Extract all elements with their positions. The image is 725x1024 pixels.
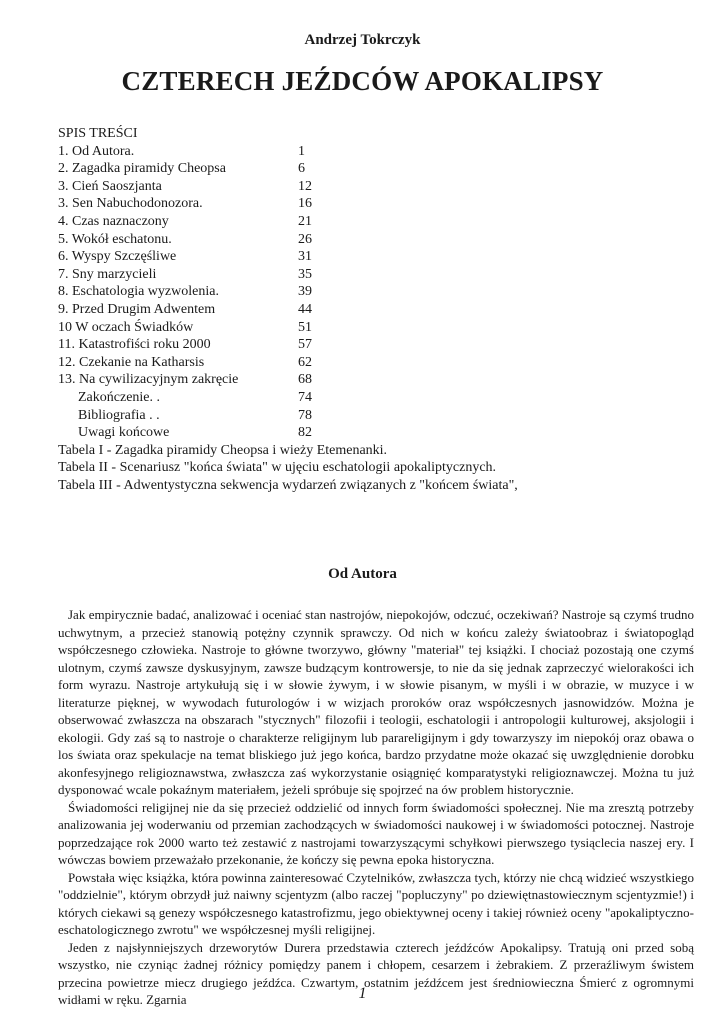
toc-entry-page: 16 — [298, 196, 312, 212]
page-number: 1 — [358, 985, 367, 1002]
toc-entry — [58, 178, 518, 196]
paragraph: Jeden z najsłynniejszych drzeworytów Durera przedstawia czterech jeźdźców Apokalipsy. Tratują oni przed sobą wszystko, nie czyniąc żadnej różnicy pomiędzy panem i chłopem, cesarzem i żebrakiem. Z przeraźliwym świstem przecina powietrze miecz drugiego jeźdźca. Czwartym, ostatnim jeźdźcem jest średniowieczna Śmierć z ogromnymi widłami w ręku. Zgarnia — [58, 939, 694, 1007]
body-text — [58, 606, 694, 1009]
toc-entry-label: 9. Przed Drugim Adwentem — [58, 301, 216, 317]
toc-entry-page: 82 — [298, 425, 312, 441]
toc-table-entry: Tabela III - Adwentystyczna sekwencja wydarzeń związanych z "końcem świata", — [58, 477, 518, 493]
toc-entry — [58, 424, 518, 442]
toc-entry-label: 12. Czekanie na Katharsis — [58, 354, 205, 370]
toc-entry-page: 1 — [298, 143, 305, 159]
toc-entry — [58, 213, 518, 231]
toc-entry-page: 74 — [298, 389, 312, 405]
toc-entry-page: 68 — [298, 372, 312, 388]
toc-entry-label: 8. Eschatologia wyzwolenia. — [58, 284, 219, 300]
toc-entry — [58, 195, 518, 213]
toc-entry-label: Bibliografia . . — [78, 407, 160, 423]
toc-entry-label: Uwagi końcowe — [78, 425, 170, 441]
toc-entry-page: 12 — [298, 178, 312, 194]
toc-heading: SPIS TREŚCI — [58, 126, 138, 141]
toc-entry — [58, 407, 518, 425]
paragraph: Jak empirycznie badać, analizować i oceniać stan nastrojów, niepokojów, odczuć, oczekiwań? Nastroje są czymś trudno uchwytnym, a przecież stanowią potężny czynnik sprawczy. Od nich w końcu zależy światoobraz i światopogląd współczesnego człowieka. Nastroje to główne tworzywo, główny "materiał" tej książki. I chociaż pozostają one czymś ulotnym, czymś zawsze dyskusyjnym, zawsze budzącym kontrowersje, to nie da się jednak zaprzeczyć wielorakości ich form wyrazu. Nastroje artykułują się i w słowie żywym, i w słowie pisanym, w myśli i w obrazie, w muzyce i w literaturze pięknej, w wywodach futurologów i w wizjach proroków oraz współczesnych jasnowidzów. Można je obserwować zwłaszcza na obszarach "stycznych" filozofii i teologii, eschatologii i antropologii kulturowej, aksjologii i ekologii. Gdy zaś są to nastroje o charakterze religijnym lub parareligijnym i gdy towarzyszy im niepokój oraz obawa o los świata oraz spekulacje na temat bliskiego już jego końca, bardzo przydatne może okazać się uwzględnienie dorobku akonfesyjnego religioznawstwa, zwłaszcza zaś wykorzystanie osiągnięć komparatystyki religioznawczej. Można tu już dysponować wcale pokaźnym materiałem, jeżeli spróbuje się spojrzeć na ów problem historycznie. — [58, 607, 694, 797]
toc-entry-page: 62 — [298, 354, 312, 370]
toc-entry-label: 3. Cień Saoszjanta — [58, 178, 162, 194]
section-title: Od Autora — [328, 566, 397, 582]
toc-entry — [58, 336, 518, 354]
toc-entry — [58, 371, 518, 389]
toc-entry — [58, 248, 518, 266]
toc-entry-label: 7. Sny marzycieli — [58, 266, 157, 282]
paragraph: Świadomości religijnej nie da się przecież oddzielić od innych form świadomości społecznej. Nie ma zresztą potrzeby analizowania jej woderwaniu od przemian zachodzących w świadomości naukowej i w świadomości potocznej. Nastroje poprzedzające rok 2000 warto też zestawić z nastrojami towarzyszącymi schyłkowi pierwszego tysiąclecia naszej ery. I wówczas bowiem przeważało przekonanie, że kończy się pewna epoka historyczna. — [58, 799, 694, 867]
toc-entry-page: 26 — [298, 231, 312, 247]
toc-entry-page: 21 — [298, 213, 312, 229]
toc-entry-label: 1. Od Autora. — [58, 143, 135, 159]
toc-entry — [58, 354, 518, 372]
toc-entry-page: 44 — [298, 301, 312, 317]
toc-entry-label: 6. Wyspy Szczęśliwe — [58, 249, 177, 265]
table-of-contents — [58, 125, 518, 494]
toc-entry — [58, 160, 518, 178]
toc-entry — [58, 319, 518, 337]
toc-entry — [58, 301, 518, 319]
book-title: CZTERECH JEŹDCÓW APOKALIPSY — [121, 66, 604, 96]
toc-entry-page: 57 — [298, 337, 312, 353]
toc-entry — [58, 266, 518, 284]
toc-entry — [58, 283, 518, 301]
toc-entry-label: 13. Na cywilizacyjnym zakręcie — [58, 372, 239, 388]
toc-entry-page: 6 — [298, 161, 305, 177]
toc-entry-label: 10 W oczach Świadków — [58, 319, 194, 335]
author-name: Andrzej Tokrczyk — [304, 32, 421, 48]
toc-entry-page: 78 — [298, 407, 312, 423]
toc-entry-label: 3. Sen Nabuchodonozora. — [58, 196, 203, 212]
toc-entry-page: 51 — [298, 319, 312, 335]
toc-entry-label: 11. Katastrofiści roku 2000 — [58, 337, 211, 353]
toc-table-entry: Tabela II - Scenariusz "końca świata" w ujęciu eschatologii apokaliptycznych. — [58, 460, 497, 476]
toc-entry-page: 39 — [298, 284, 312, 300]
toc-entry-label: 5. Wokół eschatonu. — [58, 231, 172, 247]
toc-entry-label: 4. Czas naznaczony — [58, 213, 169, 229]
toc-entry-page: 35 — [298, 266, 312, 282]
toc-entry-label: 2. Zagadka piramidy Cheopsa — [58, 161, 226, 177]
toc-entry-label: Zakończenie. . — [78, 389, 161, 405]
paragraph: Powstała więc książka, która powinna zainteresować Czytelników, zwłaszcza tych, którzy nie chcą widzieć wszystkiego "oddzielnie", którym obrzydł już naiwny scjentyzm (albo raczej "popluczyny" po dziewiętnastowiecznym scjentyzmie!) i których ciekawi są genezy współczesnego katastrofizmu, jego obiektywnej oceny i takiej również oceny "apokaliptyczno-eschatologicznego zwrotu" we współczesnej myśli religijnej. — [58, 869, 694, 937]
toc-entry — [58, 143, 518, 161]
toc-entry-page: 31 — [298, 249, 312, 265]
toc-entry — [58, 231, 518, 249]
toc-entry — [58, 389, 518, 407]
toc-table-entry: Tabela I - Zagadka piramidy Cheopsa i wieży Etemenanki. — [58, 442, 388, 458]
